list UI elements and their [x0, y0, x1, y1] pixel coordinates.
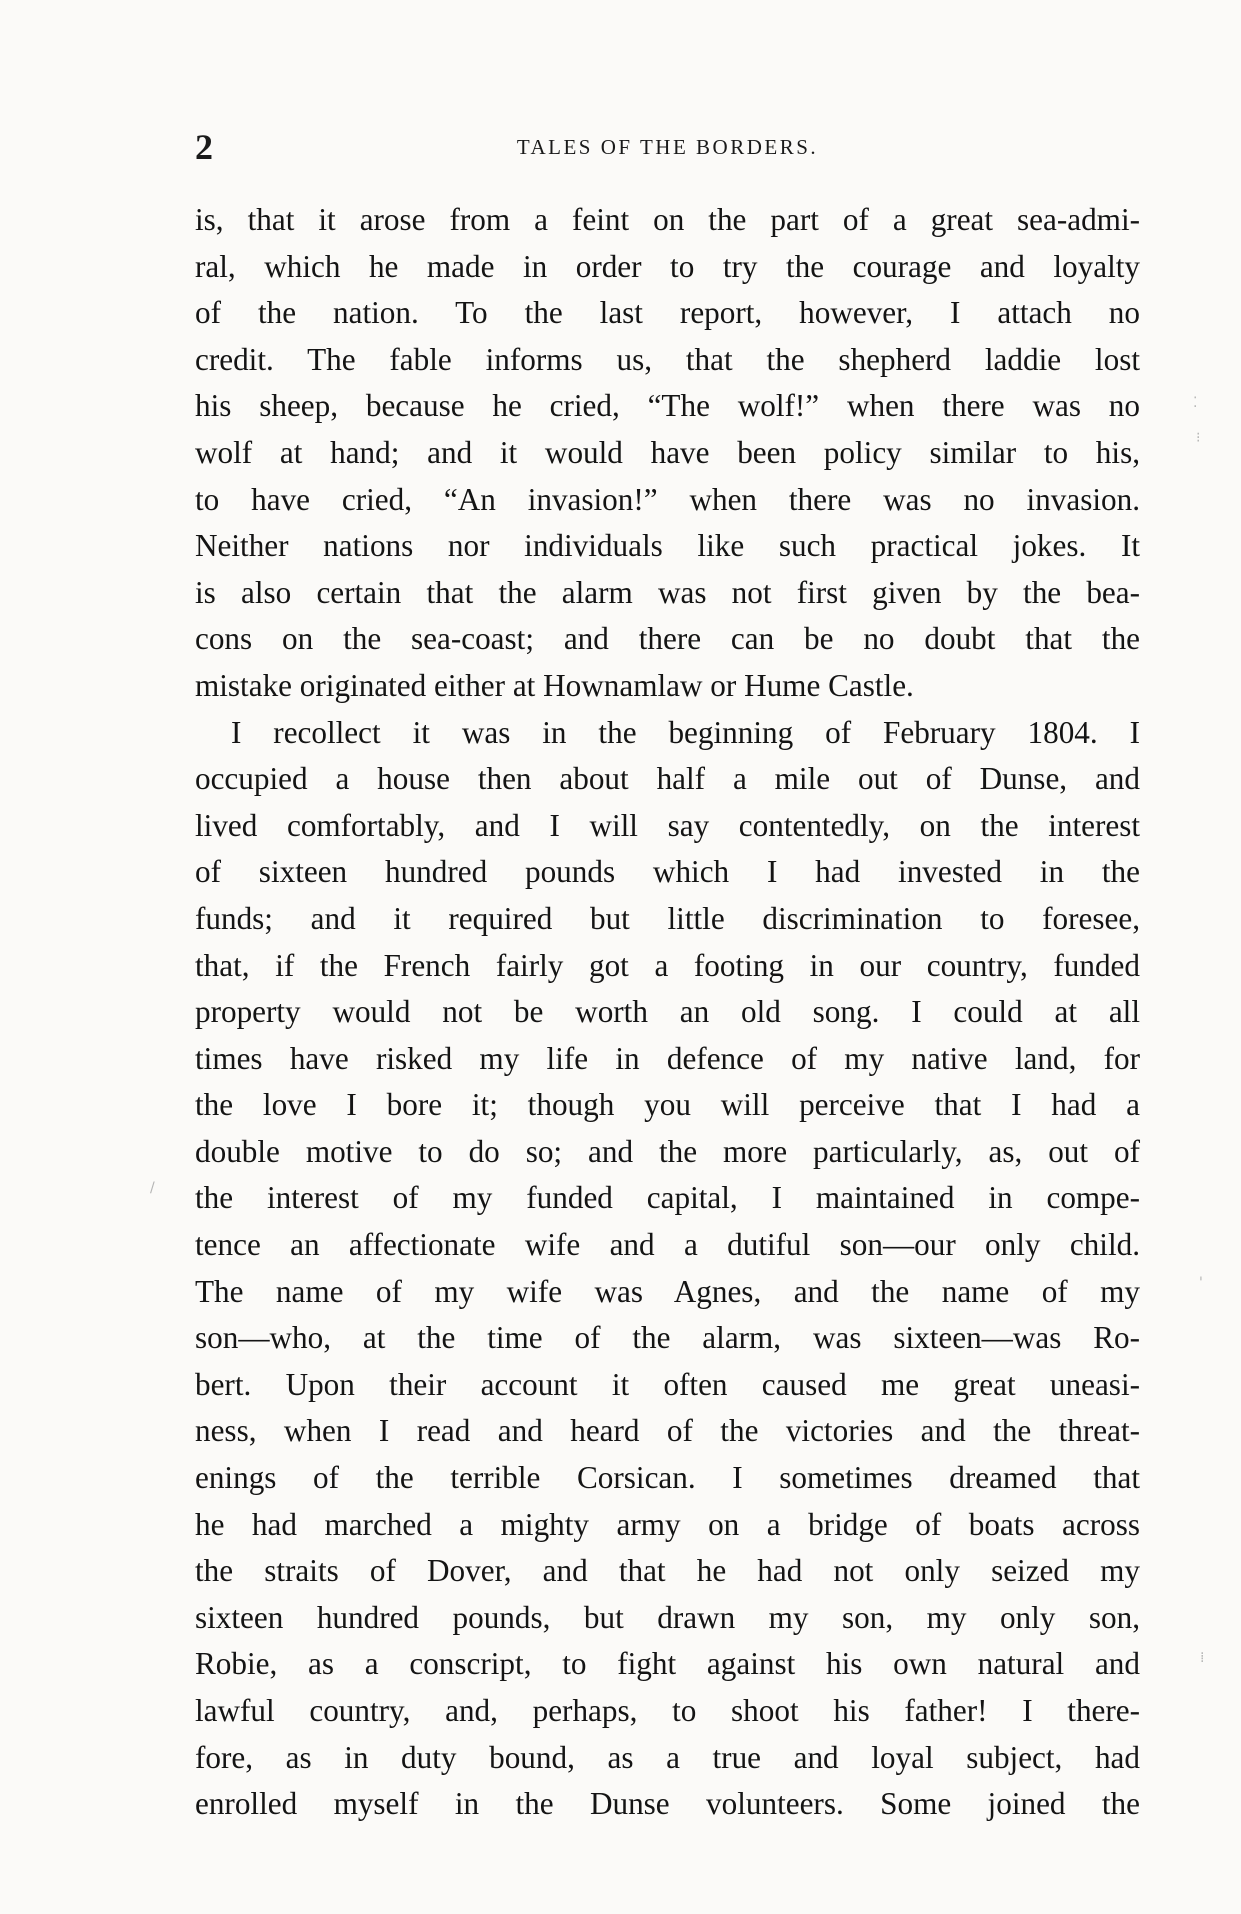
text-line: double motive to do so; and the more particularly, as, out of	[195, 1133, 1140, 1169]
text-line: his sheep, because he cried, “The wolf!” when there was no	[195, 388, 1140, 424]
text-line: enrolled myself in the Dunse volunteers. Some joined the	[195, 1786, 1140, 1822]
text-line: wolf at hand; and it would have been policy similar to his,	[195, 434, 1140, 470]
text-line: of the nation. To the last report, however, I attach no	[195, 295, 1140, 331]
text-line: enings of the terrible Corsican. I sometimes dreamed that	[195, 1460, 1140, 1496]
text-line: ness, when I read and heard of the victories and the threat-	[195, 1413, 1140, 1449]
text-line: funds; and it required but little discrimination to foresee,	[195, 900, 1140, 936]
paragraph	[195, 197, 1140, 710]
text-line: tence an affectionate wife and a dutiful son—our only child.	[195, 1227, 1140, 1263]
text-line: property would not be worth an old song. I could at all	[195, 994, 1140, 1030]
text-line: I recollect it was in the beginning of February 1804. I	[231, 714, 1140, 750]
text-line: ral, which he made in order to try the courage and loyalty	[195, 248, 1140, 284]
text-line: is, that it arose from a feint on the part of a great sea-admi-	[195, 202, 1140, 237]
text-line: sixteen hundred pounds, but drawn my son, my only son,	[195, 1599, 1140, 1635]
body-text	[195, 197, 1140, 1828]
text-line: credit. The fable informs us, that the shepherd laddie lost	[195, 341, 1140, 377]
text-line: lawful country, and, perhaps, to shoot his father! I there-	[195, 1693, 1140, 1728]
text-line: the interest of my funded capital, I maintained in compe-	[195, 1180, 1140, 1216]
margin-speck: ⁚	[1193, 395, 1198, 411]
text-line: cons on the sea-coast; and there can be no doubt that the	[195, 621, 1140, 657]
text-line: son—who, at the time of the alarm, was sixteen—was Ro-	[195, 1320, 1140, 1356]
text-line: times have risked my life in defence of my native land, for	[195, 1040, 1140, 1076]
margin-speck: '	[1199, 1275, 1203, 1291]
running-title: TALES OF THE BORDERS.	[516, 135, 819, 159]
text-line: mistake originated either at Hownamlaw or Hume Castle.	[195, 667, 914, 703]
margin-speck: ⁞	[1200, 1650, 1205, 1666]
text-line: he had marched a mighty army on a bridge of boats across	[195, 1506, 1140, 1542]
paragraph	[195, 710, 1140, 1828]
page-number: 2	[195, 127, 213, 167]
margin-speck: /	[150, 1180, 155, 1196]
text-line: that, if the French fairly got a footing in our country, funded	[195, 947, 1140, 983]
text-line: The name of my wife was Agnes, and the name of my	[195, 1273, 1140, 1309]
text-line: the love I bore it; though you will perceive that I had a	[195, 1087, 1140, 1123]
text-line: the straits of Dover, and that he had not only seized my	[195, 1553, 1140, 1589]
text-line: occupied a house then about half a mile out of Dunse, and	[195, 761, 1140, 797]
text-line: Neither nations nor individuals like such practical jokes. It	[195, 528, 1140, 564]
text-line: to have cried, “An invasion!” when there was no invasion.	[195, 481, 1140, 517]
text-line: lived comfortably, and I will say contentedly, on the interest	[195, 807, 1140, 843]
text-line: Robie, as a conscript, to fight against his own natural and	[195, 1646, 1140, 1682]
text-line: fore, as in duty bound, as a true and loyal subject, had	[195, 1739, 1140, 1775]
text-line: bert. Upon their account it often caused me great uneasi-	[195, 1366, 1140, 1402]
margin-speck: ⁝	[1196, 430, 1201, 446]
page-header	[195, 125, 1140, 169]
text-line: is also certain that the alarm was not first given by the bea-	[195, 574, 1140, 610]
text-line: of sixteen hundred pounds which I had invested in the	[195, 854, 1140, 890]
